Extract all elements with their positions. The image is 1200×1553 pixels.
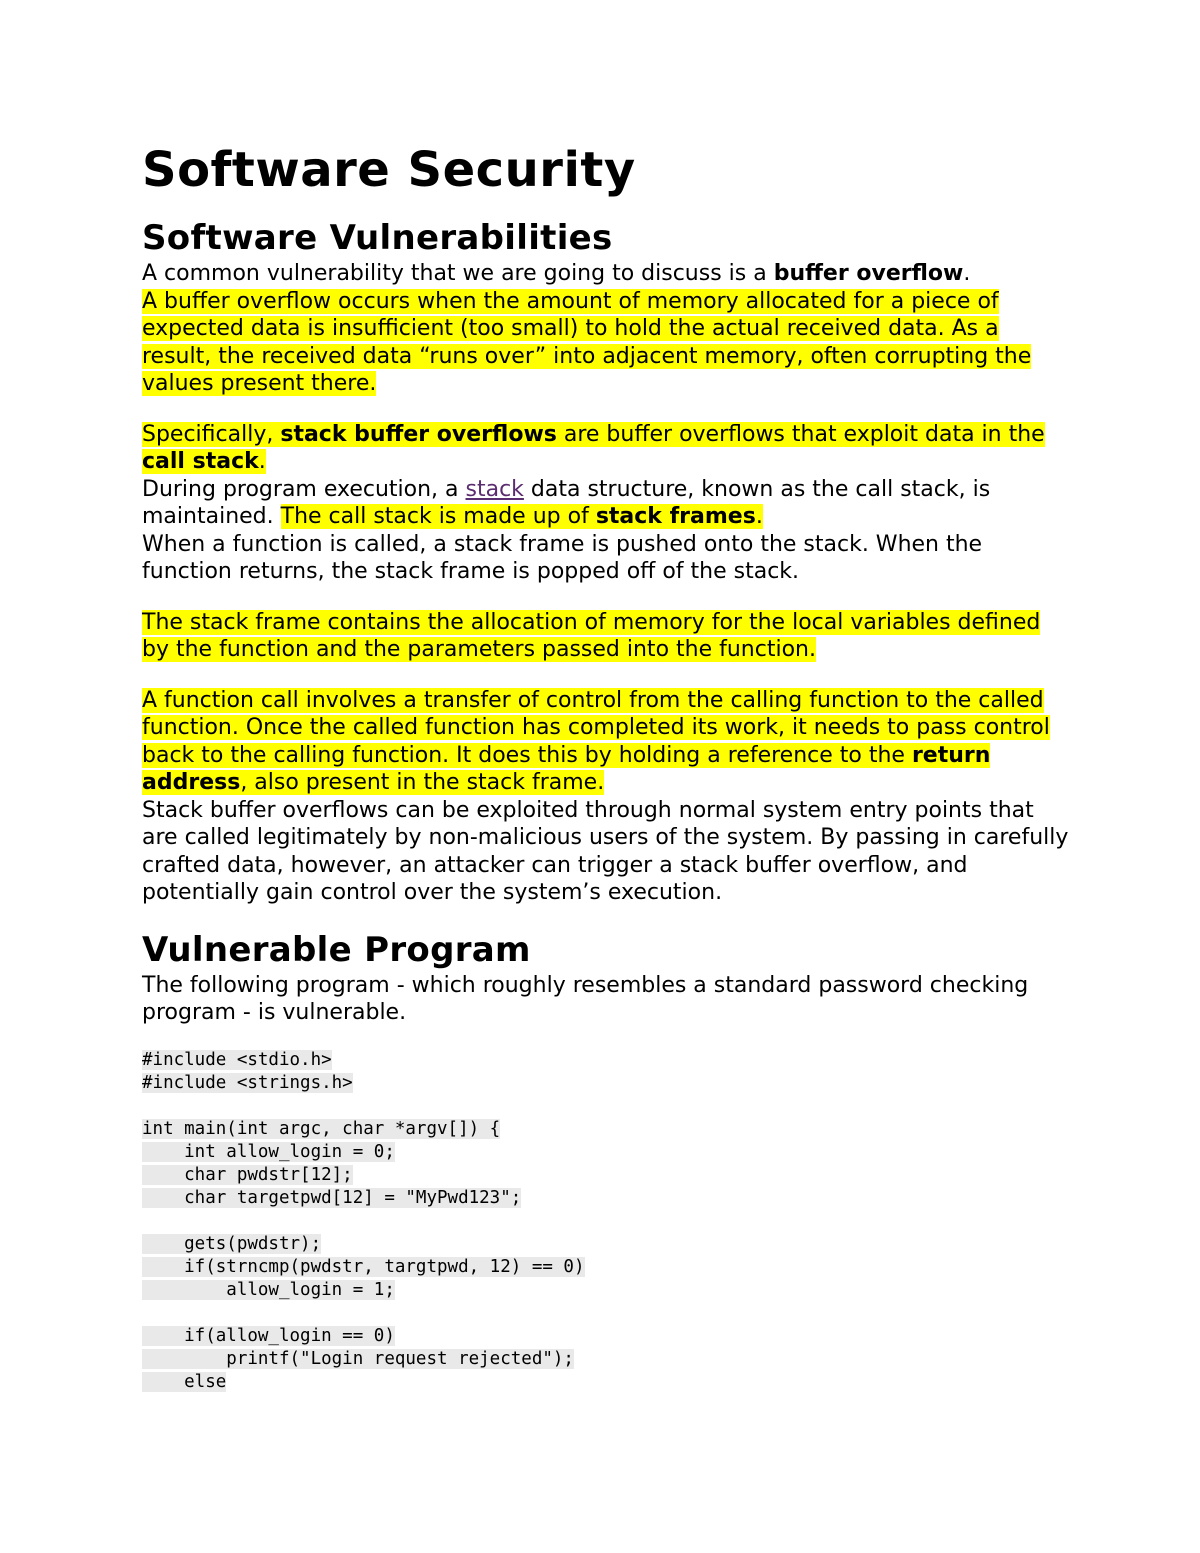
section-heading-software-vulnerabilities: Software Vulnerabilities	[142, 218, 613, 258]
paragraph-spacer	[142, 664, 1072, 687]
code-line	[142, 1187, 1072, 1210]
paragraph-text: , also present in the stack frame.	[240, 770, 605, 795]
paragraph-stack-frame-contents	[142, 609, 1072, 664]
highlighted-text: The stack frame contains the allocation of memory for the local variables defined by the function and the parameters passed into the function.	[142, 609, 1041, 662]
highlighted-text	[281, 504, 763, 529]
bold-term-stack-buffer-overflows: stack buffer overflows	[280, 421, 557, 447]
highlighted-text: A buffer overflow occurs when the amount of memory allocated for a piece of expected data is insufficient (too small) to hold the actual received data. As a result, the received data “runs over” into adjacent memory, often corrupting the values present there.	[142, 288, 1032, 396]
paragraph-buffer-overflow-definition	[142, 288, 1072, 398]
code-text: char pwdstr[12];	[142, 1164, 353, 1185]
paragraph-program-intro: The following program - which roughly resembles a standard password checking program - is vulnerable.	[142, 972, 1029, 1025]
paragraph-stack-buffer-overflows	[142, 421, 1072, 476]
highlighted-text	[142, 688, 1050, 796]
code-text: char targetpwd[12] = "MyPwd123";	[142, 1187, 522, 1208]
code-text: gets(pwdstr);	[142, 1233, 322, 1254]
code-text: #include <strings.h>	[142, 1072, 353, 1093]
bold-term-return-address: return address	[142, 742, 991, 795]
paragraph-return-address	[142, 687, 1072, 797]
paragraph-text: Specifically,	[142, 421, 281, 447]
code-line	[142, 1049, 1072, 1072]
code-line	[142, 1072, 1072, 1095]
section-heading-vulnerable-program: Vulnerable Program	[142, 929, 531, 970]
code-line	[142, 1325, 1072, 1348]
stack-link[interactable]: stack	[465, 476, 524, 502]
paragraph-exploitation: Stack buffer overflows can be exploited through normal system entry points that are called legitimately by non-malicious users of the system. By passing in carefully crafted data, however, an attacker can trigger a stack buffer overflow, and potentially gain control over the system’s execution.	[142, 797, 1069, 905]
paragraph-text: .	[755, 504, 763, 529]
code-text: #include <stdio.h>	[142, 1049, 332, 1070]
bold-term-buffer-overflow: buffer overflow	[773, 261, 964, 286]
code-text: printf("Login request rejected");	[142, 1348, 574, 1369]
code-line	[142, 1256, 1072, 1279]
code-text: allow_login = 1;	[142, 1279, 395, 1300]
paragraph-text: are buffer overflows that exploit data in the	[556, 421, 1045, 447]
paragraph-text: The call stack is made up of	[280, 504, 596, 529]
code-line	[142, 1118, 1072, 1141]
paragraph-text: A common vulnerability that we are going to discuss is a	[142, 261, 774, 286]
paragraph-text: .	[258, 449, 266, 474]
bold-term-call-stack: call stack	[142, 449, 259, 474]
code-text: if(allow_login == 0)	[142, 1325, 395, 1346]
paragraph-intro	[142, 260, 1072, 288]
code-line	[142, 1371, 1072, 1394]
code-blank-line	[142, 1095, 1072, 1118]
code-blank-line	[142, 1210, 1072, 1233]
code-line	[142, 1141, 1072, 1164]
code-text: int allow_login = 0;	[142, 1141, 395, 1162]
code-text: else	[142, 1371, 227, 1392]
paragraph-text: .	[963, 261, 971, 286]
page-title: Software Security	[142, 142, 636, 198]
paragraph-text: data structure, known as the call stack, is maintained.	[142, 476, 991, 529]
paragraph-push-pop: When a function is called, a stack frame is pushed onto the stack. When the function returns, the stack frame is popped off of the stack.	[142, 531, 983, 584]
code-line	[142, 1164, 1072, 1187]
paragraph-text: During program execution, a	[142, 476, 466, 502]
code-block	[142, 1049, 1072, 1394]
code-line	[142, 1279, 1072, 1302]
paragraph-call-stack	[142, 476, 1072, 531]
code-text: if(strncmp(pwdstr, targtpwd, 12) == 0)	[142, 1256, 585, 1277]
code-text: int main(int argc, char *argv[]) {	[142, 1118, 501, 1139]
code-line	[142, 1233, 1072, 1256]
paragraph-spacer	[142, 586, 1072, 609]
code-line	[142, 1348, 1072, 1371]
paragraph-spacer	[142, 398, 1072, 421]
document-body	[142, 138, 1072, 1394]
bold-term-stack-frames: stack frames	[595, 504, 756, 529]
highlighted-text	[142, 422, 1045, 475]
code-blank-line	[142, 1302, 1072, 1325]
paragraph-text: A function call involves a transfer of control from the calling function to the called function. Once the called function has completed its work, it needs to pass control back to the calling function. It does this by holding a reference to the	[142, 687, 1050, 768]
